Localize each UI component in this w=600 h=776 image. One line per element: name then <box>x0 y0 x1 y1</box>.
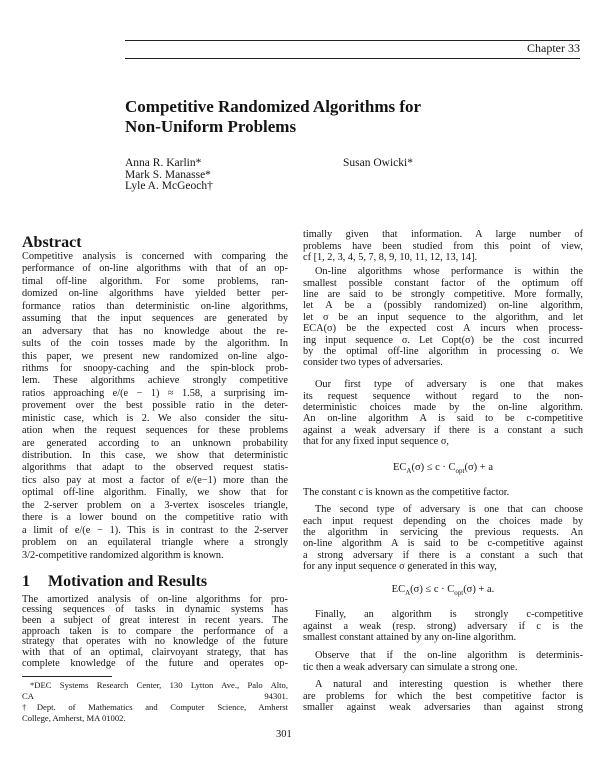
title-line: Competitive Randomized Algorithms for <box>125 97 422 116</box>
footnote-rule <box>22 676 112 677</box>
text-line: approach taken is to compare the performance of a <box>22 625 288 637</box>
eq-term: (σ) ≤ c · C <box>411 462 456 473</box>
text-line: problems have been studied from this point of view, <box>303 240 583 252</box>
text-line: the 2-server problem on a 3-vertex isosceles triangle, <box>22 499 288 511</box>
text-line: each input request depending on the choices made by <box>303 515 583 527</box>
equation-weak-adversary <box>303 462 583 477</box>
author: Lyle A. McGeoch† <box>125 180 213 192</box>
text-line: with that of an optimal, clairvoyant strategy, that has <box>22 647 288 659</box>
text-line: timal off-line algorithm. For some problems, ran- <box>22 275 288 287</box>
section-body <box>22 595 288 670</box>
text-line: optimal off-line algorithm. Finally, we show that for <box>22 487 288 499</box>
text-line: A natural and interesting question is whether there <box>315 679 583 691</box>
paragraph <box>303 679 583 713</box>
text-line: against a weak adversary if there is a constant a such <box>303 424 583 436</box>
text-line: provement over the best possible ratio in the deter- <box>22 400 288 412</box>
text-line: problem on an equilateral triangle where a strongly <box>22 537 288 549</box>
text-line: tics also pay at most a factor of e/(e−1) more than the <box>22 474 288 486</box>
text-line: lem. These algorithms achieve strongly competitive <box>22 375 288 387</box>
text-line: consider two types of adversaries. <box>303 357 443 369</box>
section-title: Motivation and Results <box>48 573 208 590</box>
text-line: are generated according to an unknown probability <box>22 437 288 449</box>
paragraph <box>303 379 583 447</box>
text-line: domized on-line algorithms have yielded better per- <box>22 288 288 300</box>
text-line: †Dept. of Mathematics and Computer Science, Amherst <box>22 701 288 712</box>
text-line: assuming that the input sequences are generated by <box>22 313 288 325</box>
chapter-label: Chapter 33 <box>527 41 580 55</box>
footnotes <box>22 680 288 724</box>
text-line: cessing sequences of tasks in dynamic systems has <box>22 604 288 616</box>
text-line: rithms for snoopy-caching and the spin-block prob- <box>22 362 288 374</box>
text-line: ratios approaching e/(e − 1) ≈ 1.58, a surprising im- <box>22 387 288 399</box>
paragraph <box>303 650 583 673</box>
text-line: ECA(σ) be the expected cost A incurs when process- <box>303 323 583 335</box>
eq-sub: opt <box>454 589 464 598</box>
text-line: complete knowledge of the future and operates op- <box>22 657 288 669</box>
text-line: cf [1, 2, 3, 4, 5, 7, 8, 9, 10, 11, 12, 13, 14]. <box>303 252 478 264</box>
text-line: algorithms that adapt to the observed request statis- <box>22 462 288 474</box>
author: Susan Owicki* <box>343 157 413 169</box>
header-rule-top <box>125 40 580 41</box>
text-line: been a subject of great interest in recent years. The <box>22 614 288 626</box>
section-heading <box>22 573 207 591</box>
section-number: 1 <box>22 573 30 590</box>
text-line: against a weak (resp. strong) adversary if c is the <box>303 620 583 632</box>
abstract-heading: Abstract <box>22 234 82 251</box>
equation-strong-adversary <box>303 584 583 599</box>
page-number: 301 <box>276 729 292 740</box>
text-line: line are said to be strongly competitive. More formally, <box>303 289 583 301</box>
text-line: a strong adversary if there is a constant a such that <box>303 549 583 561</box>
text-line: On-line algorithms whose performance is within the <box>315 266 583 278</box>
author: Anna R. Karlin* <box>125 157 202 169</box>
abstract-body <box>22 251 288 562</box>
text-line: on-line algorithm A is said to be c-competitive against <box>303 538 583 550</box>
text-line: for any input sequence σ generated in this way, <box>303 561 497 573</box>
authors-left <box>125 158 213 193</box>
text-line: smaller against weak adversaries than against strong <box>303 702 583 714</box>
paragraph <box>303 229 583 263</box>
text-line: Our first type of adversary is one that makes <box>315 379 583 391</box>
text-line: *DEC Systems Research Center, 130 Lytton Ave., Palo Alto, <box>30 679 288 690</box>
eq-term: EC <box>392 462 407 473</box>
text-line: let A be a (possibly randomized) on-line algorithm, <box>303 300 583 312</box>
text-line: this paper, we present new randomized on-line algo- <box>22 350 288 362</box>
paragraph <box>303 266 583 369</box>
text-line: The amortized analysis of on-line algorithms for pro- <box>22 593 288 605</box>
text-line: a limit of e/(e − 1). This is in contrast to the 2-server <box>22 524 288 536</box>
text-line: smallest possible constant factor of the optimum off <box>303 277 583 289</box>
text-line: Finally, an algorithm is strongly c-competitive <box>315 609 583 621</box>
text-line: tic then a weak adversary can simulate a strong one. <box>303 661 518 673</box>
text-line: College, Amherst, MA 01002. <box>22 712 126 723</box>
eq-sub: A <box>406 467 412 476</box>
eq-term: (σ) ≤ c · C <box>410 584 455 595</box>
eq-sub: opt <box>455 467 465 476</box>
eq-term: (σ) + a. <box>463 584 495 595</box>
text-line: an adversary that has no knowledge about the re- <box>22 325 288 337</box>
text-line: Observe that if the on-line algorithm is determinis- <box>315 650 583 662</box>
text-line: strategy that operates with no knowledge of the future <box>22 636 288 648</box>
text-line: formance ratios than deterministic on-line algorithms, <box>22 300 288 312</box>
header-rule-bottom <box>125 58 580 59</box>
eq-term: EC <box>391 584 406 595</box>
title-line: Non-Uniform Problems <box>125 117 297 136</box>
paper-title <box>125 97 421 137</box>
text-line: the algorithm in servicing the previous requests. An <box>303 527 583 539</box>
text-line: performance of on-line algorithms with that of an op- <box>22 263 288 275</box>
text-line: An on-line algorithm A is said to be c-competitive <box>303 413 583 425</box>
text-line: smallest constant attained by any on-line algorithm. <box>303 632 517 644</box>
author: Mark S. Manasse* <box>125 168 211 181</box>
text-line: let σ be an input sequence to the algorithm, and let <box>303 311 583 323</box>
paragraph <box>303 504 583 572</box>
text-line: 3/2-competitive randomized algorithm is known. <box>22 549 224 561</box>
text-line: by the optimal off-line algorithm in processing σ. We <box>303 346 583 358</box>
text-line: ation when the request sequences for these problems <box>22 425 288 437</box>
text-line: there is a lower bound on the competitive ratio with <box>22 512 288 524</box>
text-line: CA 94301. <box>22 690 288 701</box>
text-line: distribution. In this case, we show that deterministic <box>22 450 288 461</box>
authors-right <box>343 158 413 170</box>
paragraph <box>303 487 583 498</box>
eq-sub: A <box>405 589 411 598</box>
text-line: ing input sequence σ. Let Copt(σ) be the cost incurred <box>303 334 583 346</box>
text-line: Competitive analysis is concerned with comparing the <box>22 251 288 262</box>
text-line: The second type of adversary is one that can choose <box>315 504 583 516</box>
text-line: deterministic choices made by the on-line algorithm. <box>303 402 583 414</box>
text-line: ministic case, which is 2. We also consider the situ- <box>22 412 288 424</box>
paragraph <box>303 609 583 643</box>
text-line: are problems for which the best competitive factor is <box>303 690 583 702</box>
text-line: that for any fixed input sequence σ, <box>303 436 449 448</box>
text-line: sults of the coin tosses made by the algorithm. In <box>22 338 288 350</box>
text-line: The constant c is known as the competitive factor. <box>303 487 510 499</box>
text-line: its request sequence without regard to the non- <box>303 390 583 402</box>
text-line: timally given that information. A large number of <box>303 229 583 241</box>
eq-term: (σ) + a <box>464 462 493 473</box>
